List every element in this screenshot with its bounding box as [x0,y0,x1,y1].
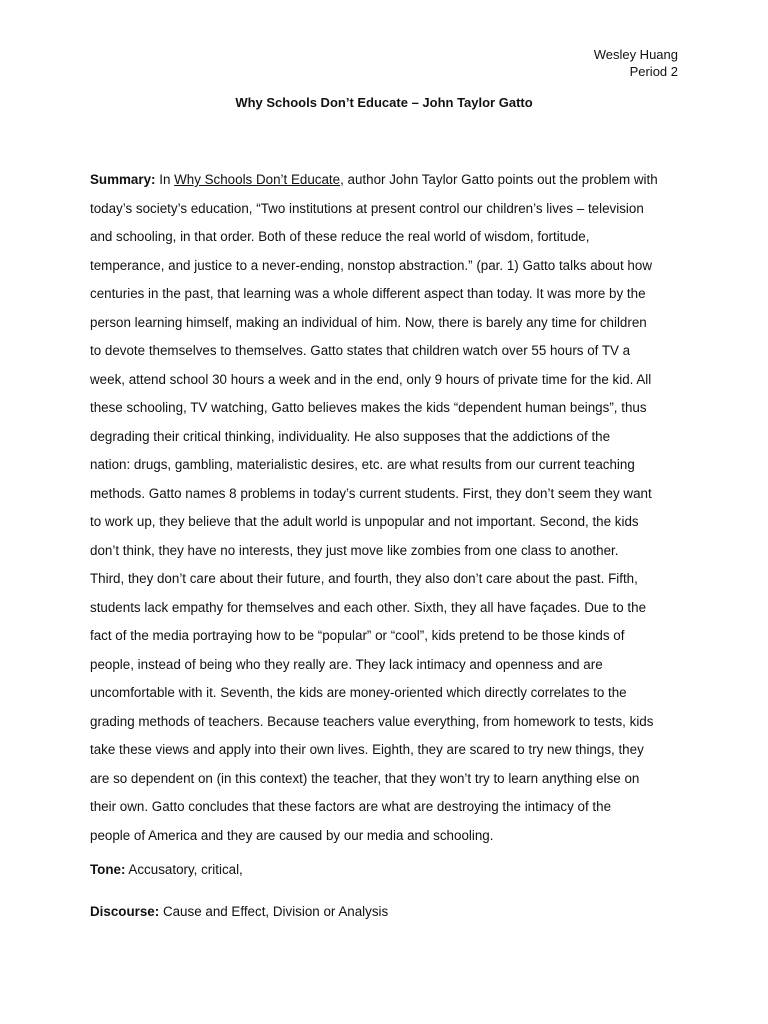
tone-section [90,862,243,877]
summary-line: to work up, they believe that the adult world is unpopular and not important. Second, the kids [90,514,639,529]
summary-line: centuries in the past, that learning was a whole different aspect than today. It was more by the [90,286,646,301]
summary-line: Third, they don’t care about their future, and fourth, they also don’t care about the past. Fifth, [90,571,638,586]
summary-line-1-rest: , author John Taylor Gatto points out the problem with [340,172,658,187]
summary-line: these schooling, TV watching, Gatto believes makes the kids “dependent human beings”, thus [90,400,647,415]
summary-line: today’s society’s education, “Two institutions at present control our children’s lives – television [90,200,644,216]
summary-line: people of America and they are caused by our media and schooling. [90,827,494,843]
summary-paragraph [90,166,684,850]
author-header [594,46,678,80]
summary-line: to devote themselves to themselves. Gatto states that children watch over 55 hours of TV a [90,343,631,358]
summary-line: people, instead of being who they really are. They lack intimacy and openness and are [90,656,603,672]
summary-label: Summary: [90,172,156,187]
class-period: Period 2 [629,64,678,79]
discourse-label: Discourse: [90,904,160,919]
summary-line: don’t think, they have no interests, they just move like zombies from one class to another. [90,542,619,558]
tone-label: Tone: [90,862,126,877]
document-title: Why Schools Don’t Educate – John Taylor Gatto [235,95,533,110]
summary-line: students lack empathy for themselves and each other. Sixth, they all have façades. Due to the [90,599,647,615]
discourse-value: Cause and Effect, Division or Analysis [159,904,389,919]
summary-line: their own. Gatto concludes that these factors are what are destroying the intimacy of the [90,799,612,814]
tone-value: Accusatory, critical, [125,862,243,877]
summary-line: week, attend school 30 hours a week and in the end, only 9 hours of private time for the kid. All [90,371,652,387]
summary-intro: In [155,172,175,187]
summary-line: person learning himself, making an individual of him. Now, there is barely any time for children [90,314,647,330]
summary-line: fact of the media portraying how to be “popular” or “cool”, kids pretend to be those kinds of [90,628,625,643]
author-name: Wesley Huang [593,47,678,62]
summary-line: grading methods of teachers. Because teachers value everything, from homework to tests, kids [90,713,654,729]
summary-line: degrading their critical thinking, individuality. He also supposes that the addictions of the [90,428,611,444]
summary-line: methods. Gatto names 8 problems in today’s current students. First, they don’t seem they want [90,485,652,501]
summary-line: nation: drugs, gambling, materialistic desires, etc. are what results from our current teaching [90,457,635,472]
summary-line: uncomfortable with it. Seventh, the kids are money-oriented which directly correlates to the [90,685,627,700]
summary-line: and schooling, in that order. Both of these reduce the real world of wisdom, fortitude, [90,229,590,244]
summary-line [90,166,684,195]
summary-line: take these views and apply into their own lives. Eighth, they are scared to try new things, they [90,742,644,757]
discourse-section [90,904,388,919]
summary-line: are so dependent on (in this context) the teacher, that they won’t try to learn anything else on [90,770,640,786]
summary-line: temperance, and justice to a never-ending, nonstop abstraction.” (par. 1) Gatto talks about how [90,257,652,273]
book-title: Why Schools Don’t Educate [174,172,341,187]
